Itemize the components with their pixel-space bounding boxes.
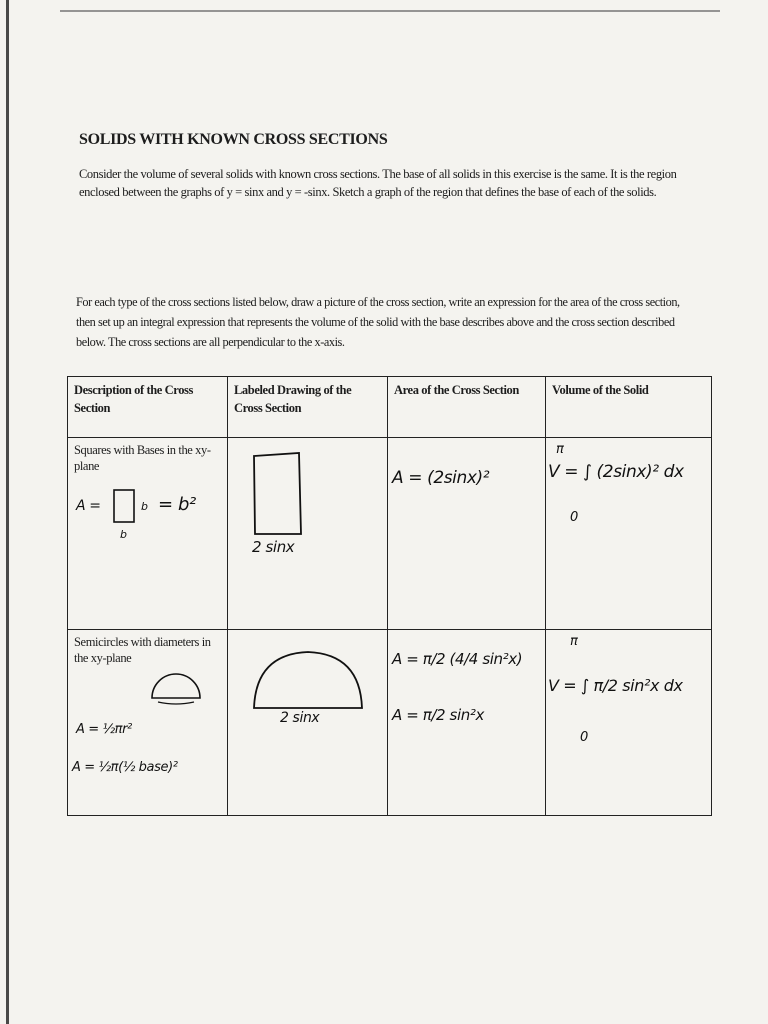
header-description: Description of the Cross Section [68,377,228,438]
area-expression: A = (2sinx)² [392,468,490,489]
volume-lower-limit: 0 [580,730,588,746]
area-expression-line2: A = π/2 sin²x [392,706,484,725]
table-header-row [68,377,712,438]
volume-integral: V = ∫ π/2 sin²x dx [548,676,683,696]
header-volume: Volume of the Solid [546,377,712,438]
desc-cell [68,630,228,816]
cross-section-table [67,376,712,816]
drawing-cell [228,438,388,630]
worksheet-title: SOLIDS WITH KNOWN CROSS SECTIONS [79,131,388,148]
volume-integral: V = ∫ (2sinx)² dx [548,462,684,483]
semicircle-cross-section-drawing [248,644,368,714]
area-cell [388,630,546,816]
handwritten-area-label: A = [76,498,101,515]
handwritten-side-label: b [141,500,148,514]
volume-upper-limit: π [556,442,564,458]
handwritten-area-formula-base: A = ½π(½ base)² [72,760,178,776]
intro-paragraph: Consider the volume of several solids with known cross sections. The base of all solids in this exercise is the same. It is the region enclosed between the graphs of y = sinx and y = -sinx. Sketch a graph of the region that defines the base of each of the solids. [79,167,677,199]
table-row [68,630,712,816]
row-description: Semicircles with diameters in the xy-plane [74,635,211,666]
drawing-base-label: 2 sinx [252,538,295,557]
square-cross-section-drawing [251,450,311,540]
row-description: Squares with Bases in the xy-plane [74,443,211,474]
drawing-cell [228,630,388,816]
semicircle-sketch-small [148,666,204,706]
volume-lower-limit: 0 [570,510,578,526]
header-area: Area of the Cross Section [388,377,546,438]
drawing-base-label: 2 sinx [280,710,320,727]
volume-cell [546,438,712,630]
area-expression-line1: A = π/2 (4/4 sin²x) [392,650,523,669]
handwritten-area-formula: = b² [158,494,196,516]
instructions-paragraph: For each type of the cross sections listed below, draw a picture of the cross section, write an expression for the area of the cross section, then set up an integral expression that represents the volume of the solid with the base describes above and the cross section described below. The cross sections are all perpendicular to the x-axis. [76,295,680,349]
handwritten-area-formula: A = ½πr² [76,722,132,738]
header-drawing: Labeled Drawing of the Cross Section [228,377,388,438]
handwritten-base-label: b [120,528,127,542]
page-top-rule [60,10,720,12]
area-cell [388,438,546,630]
square-sketch-small [112,488,136,524]
volume-upper-limit: π [570,634,578,650]
desc-cell [68,438,228,630]
table-row [68,438,712,630]
volume-cell [546,630,712,816]
page-edge [6,0,9,1024]
